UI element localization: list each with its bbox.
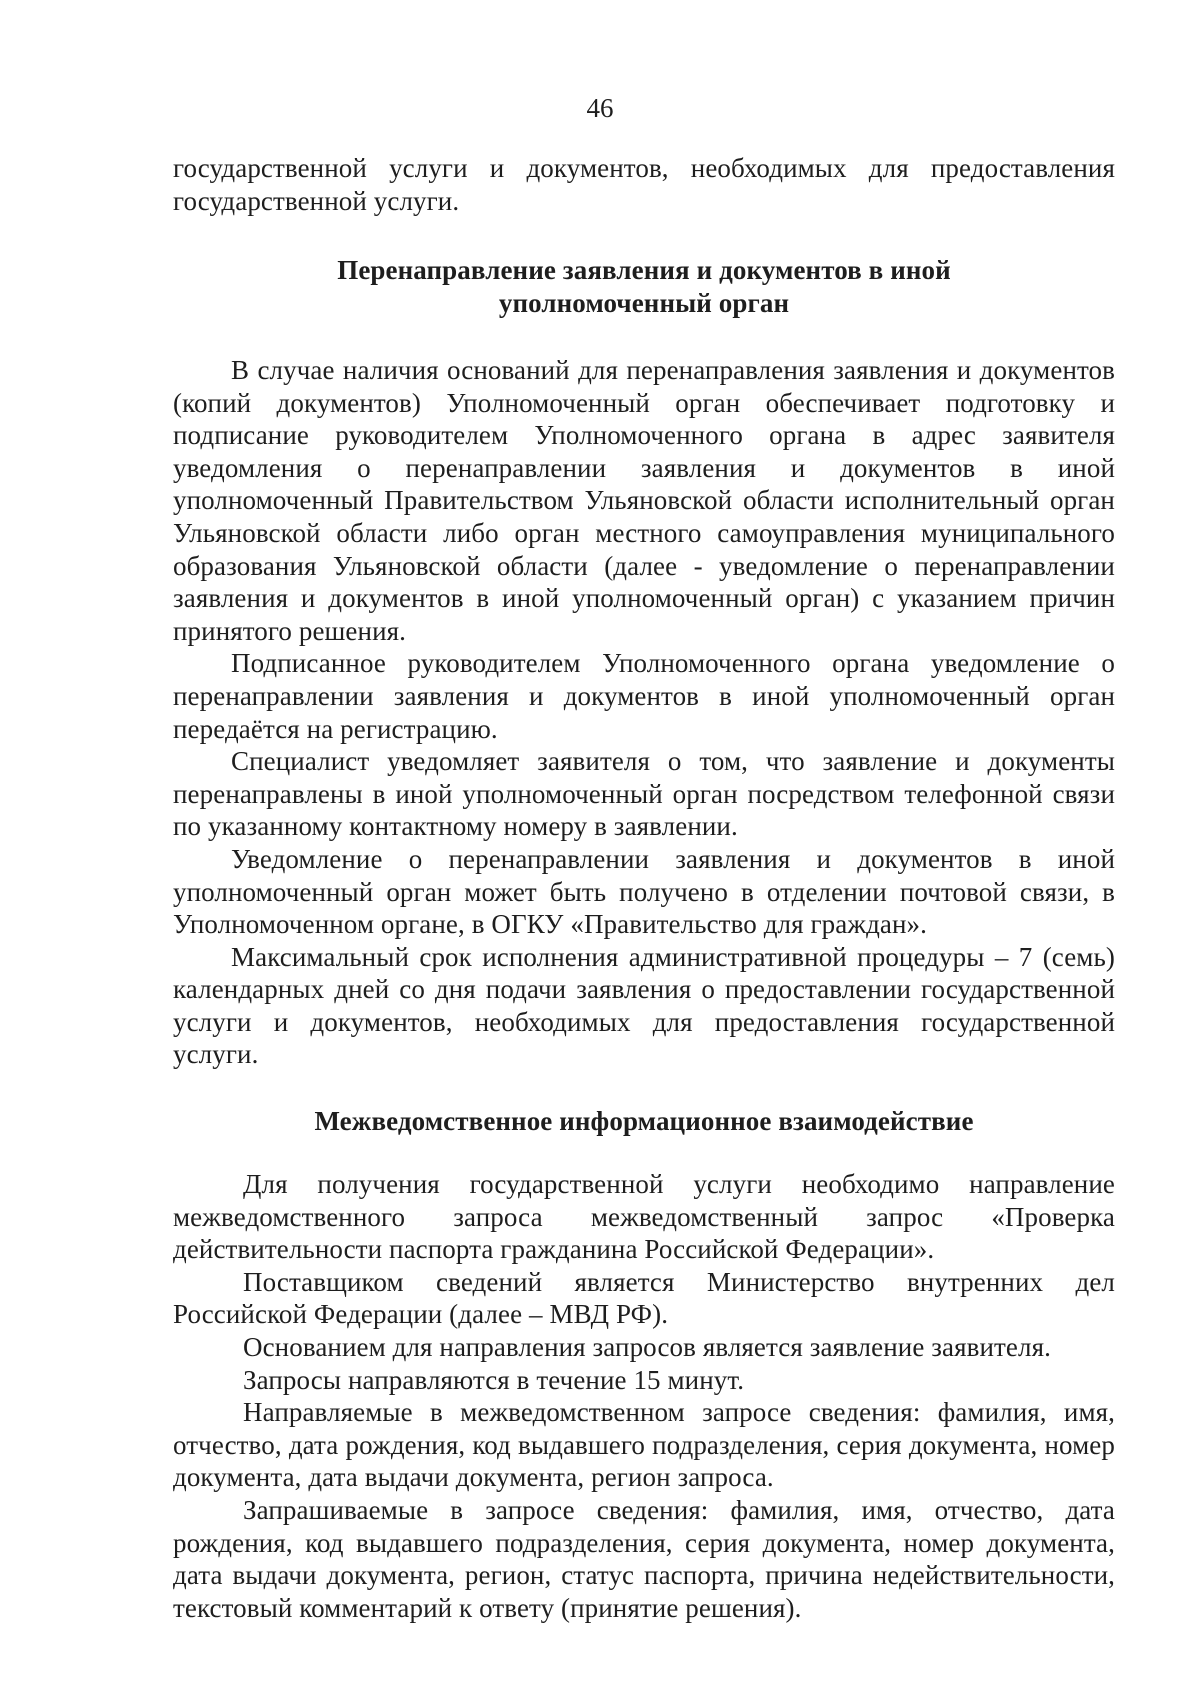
redirect-paragraph-3: Специалист уведомляет заявителя о том, что заявление и документы перенаправлены в иной уполномоченный орган посредством телефонной связи по указанному контактному номеру в заявлении. <box>173 746 1115 842</box>
interagency-paragraph-1: Для получения государственной услуги необходимо направление межведомственного запроса межведомственный запрос «Проверка действительности паспорта гражданина Российской Федерации». <box>173 1169 1115 1265</box>
interagency-paragraph-5: Направляемые в межведомственном запросе сведения: фамилия, имя, отчество, дата рождения, код выдавшего подразделения, серия документа, номер документа, дата выдачи документа, регион запроса. <box>173 1397 1115 1493</box>
redirect-paragraph-5: Максимальный срок исполнения административной процедуры – 7 (семь) календарных дней со дня подачи заявления о предоставлении государственной услуги и документов, необходимых для предоставления государственной услуги. <box>173 941 1115 1070</box>
redirect-paragraph-1: В случае наличия оснований для перенаправления заявления и документов (копий документов) Уполномоченный орган обеспечивает подготовку и подписание руководителем Уполномоченного органа в адрес заявителя уведомления о перенаправлении заявления и документов в иной уполномоченный Правительством Ульяновской области исполнительный орган Ульяновской области либо орган местного самоуправления муниципального образования Ульяновской области (далее - уведомление о перенаправлении заявления и документов в иной уполномоченный орган) с указанием причин принятого решения. <box>173 355 1115 646</box>
interagency-paragraph-2: Поставщиком сведений является Министерство внутренних дел Российской Федерации (далее – МВД РФ). <box>173 1266 1115 1330</box>
page-number: 46 <box>586 93 614 123</box>
redirect-section-body <box>173 354 1115 1071</box>
redirect-paragraph-2: Подписанное руководителем Уполномоченного органа уведомление о перенаправлении заявления и документов в иной уполномоченный орган передаётся на регистрацию. <box>173 648 1115 744</box>
redirect-heading-line-2: уполномоченный орган <box>498 287 790 318</box>
interagency-section-body <box>173 1168 1115 1624</box>
interagency-section-heading <box>173 1105 1115 1138</box>
intro-block <box>173 152 1115 217</box>
redirect-heading-line-1: Перенаправление заявления и документов в иной <box>337 255 951 285</box>
interagency-heading: Межведомственное информационное взаимодействие <box>314 1106 974 1136</box>
interagency-paragraph-6: Запрашиваемые в запросе сведения: фамилия, имя, отчество, дата рождения, код выдавшего подразделения, серия документа, номер документа, дата выдачи документа, регион, статус паспорта, причина недействительности, текстовый комментарий к ответу (принятие решения). <box>173 1494 1115 1623</box>
interagency-paragraph-3: Основанием для направления запросов является заявление заявителя. <box>243 1331 1051 1362</box>
redirect-section-heading <box>173 254 1115 319</box>
interagency-paragraph-4: Запросы направляются в течение 15 минут. <box>243 1364 745 1395</box>
redirect-paragraph-4: Уведомление о перенаправлении заявления и документов в иной уполномоченный орган может быть получено в отделении почтовой связи, в Уполномоченном органе, в ОГКУ «Правительство для граждан». <box>173 843 1115 940</box>
intro-paragraph: государственной услуги и документов, необходимых для предоставления государственной услуги. <box>173 153 1115 216</box>
